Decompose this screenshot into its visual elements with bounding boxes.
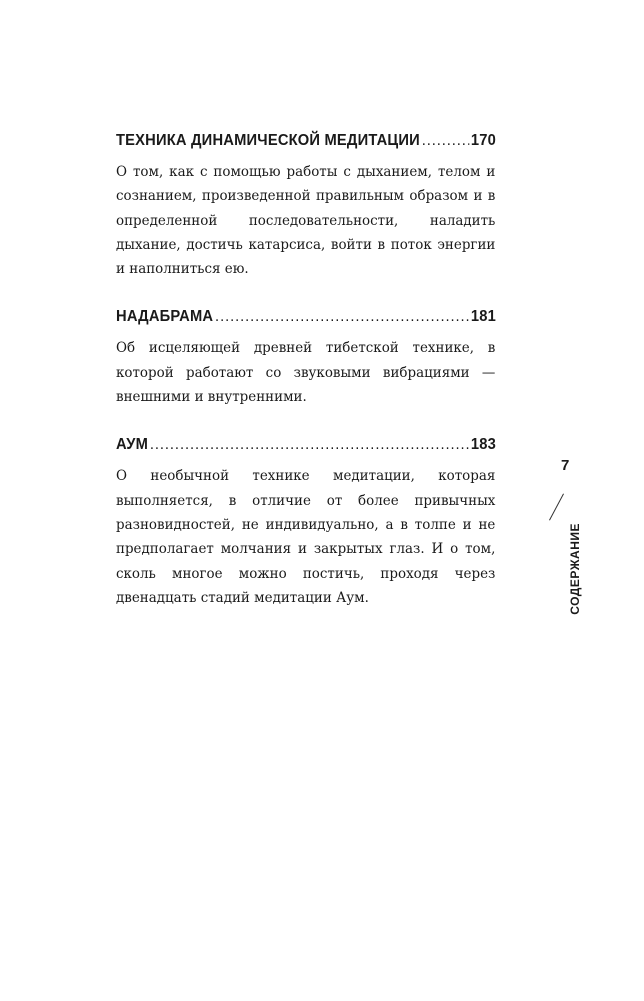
toc-entry-nadabrama <box>116 304 496 409</box>
page-number: 7 <box>561 457 570 474</box>
table-of-contents <box>116 128 496 633</box>
toc-entry-page-number: 170 <box>470 132 497 149</box>
toc-entry-heading <box>116 304 496 330</box>
toc-entry-aum <box>116 432 496 610</box>
toc-entry-page-number: 181 <box>470 308 497 326</box>
toc-entry-heading <box>116 128 496 154</box>
dot-leader <box>150 432 469 458</box>
dot-leader <box>215 304 469 330</box>
toc-entry-title: АУМ <box>116 436 149 454</box>
toc-entry-page-number: 183 <box>470 436 497 454</box>
toc-entry-heading <box>116 432 496 458</box>
toc-entry-title: ТЕХНИКА ДИНАМИЧЕСКОЙ МЕДИТАЦИИ <box>116 132 420 149</box>
sidebar-divider <box>549 494 564 521</box>
toc-entry-title: НАДАБРАМА <box>116 308 214 326</box>
toc-entry-dynamic-meditation <box>116 128 496 281</box>
toc-entry-description: О необычной технике медитации, которая выполняется, в отличие от более привычных разновидностей, не индивидуально, а в толпе и не предполагает молчания и закрытых глаз. И о том, сколь многое можно постичь, проходя через двенадцать стадий медитации Аум. <box>116 468 496 606</box>
toc-entry-description: О том, как с помощью работы с дыханием, телом и сознанием, произведенной правильным образом и в определенной последовательности, наладить дыхание, достичь катарсиса, войти в поток энергии и наполниться ею. <box>116 164 496 278</box>
toc-entry-description: Об исцеляющей древней тибетской технике, в которой работают со звуковыми вибрациями — внешними и внутренними. <box>116 340 496 406</box>
running-section-label: СОДЕРЖАНИЕ <box>568 523 582 615</box>
dot-leader <box>422 128 469 154</box>
